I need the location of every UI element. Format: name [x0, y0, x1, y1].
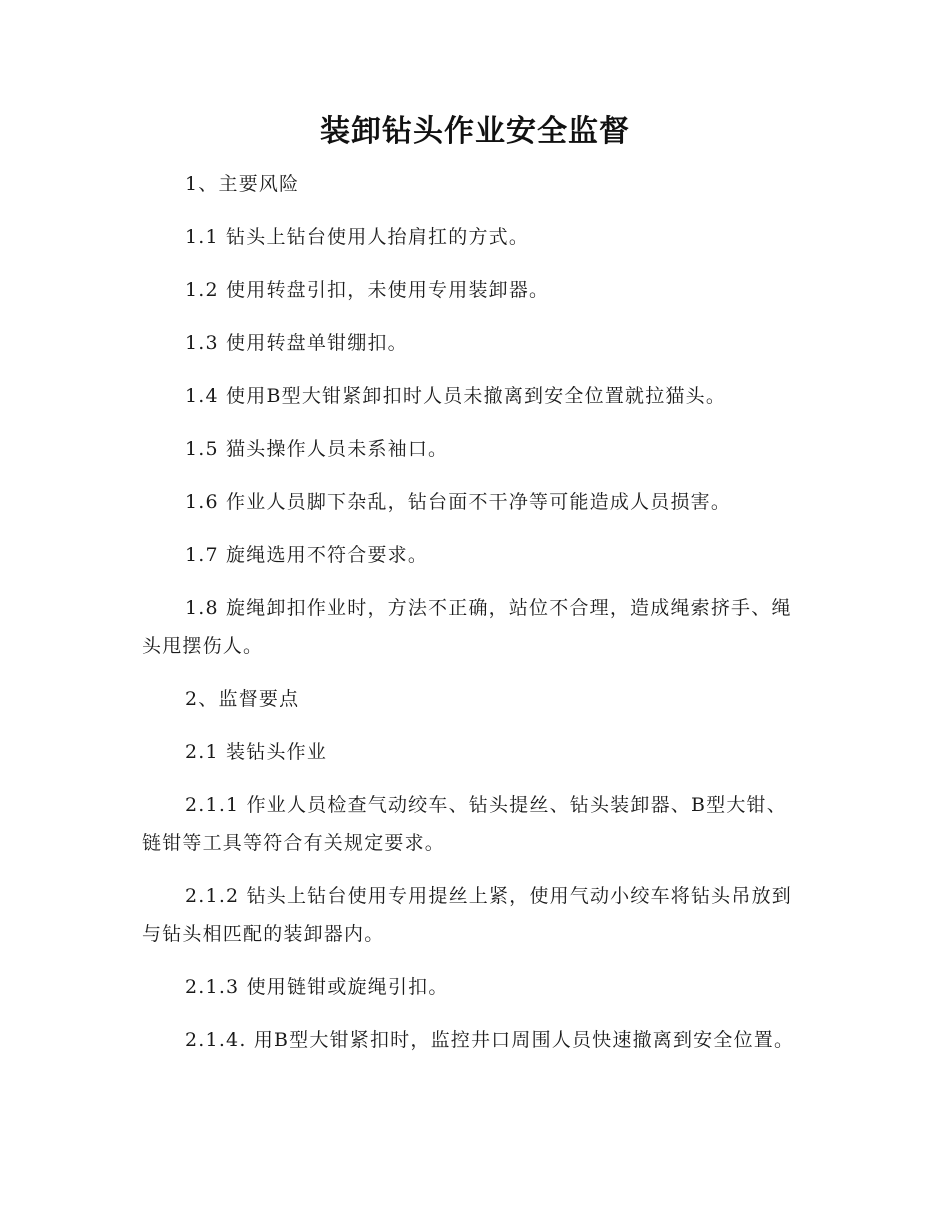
- paragraph-1-2: 1.2 使用转盘引扣，未使用专用装卸器。: [185, 279, 550, 301]
- paragraph-1-8: 1.8 旋绳卸扣作业时，方法不正确，站位不合理，造成绳索挤手、绳头甩摆伤人。: [142, 597, 792, 657]
- paragraph-1-4: 1.4 使用B型大钳紧卸扣时人员未撤离到安全位置就拉猫头。: [185, 385, 727, 407]
- paragraph-1-3: 1.3 使用转盘单钳绷扣。: [185, 332, 408, 354]
- document-title: 装卸钻头作业安全监督: [320, 114, 630, 149]
- paragraph-1-6: 1.6 作业人员脚下杂乱，钻台面不干净等可能造成人员损害。: [185, 491, 732, 513]
- paragraph-2-1: 2.1 装钻头作业: [185, 741, 328, 763]
- paragraph-section-2: 2、监督要点: [185, 688, 300, 710]
- paragraph-section-1: 1、主要风险: [185, 173, 300, 195]
- paragraph-1-7: 1.7 旋绳选用不符合要求。: [185, 544, 429, 566]
- paragraph-2-1-1: 2.1.1 作业人员检查气动绞车、钻头提丝、钻头装卸器、B型大钳、链钳等工具等符合有关规定要求。: [142, 794, 787, 854]
- paragraph-1-5: 1.5 猫头操作人员未系袖口。: [185, 438, 449, 460]
- paragraph-1-1: 1.1 钻头上钻台使用人抬肩扛的方式。: [185, 226, 530, 248]
- document-body: [142, 165, 807, 1059]
- paragraph-2-1-4: 2.1.4. 用B型大钳紧扣时，监控井口周围人员快速撤离到安全位置。: [185, 1029, 795, 1051]
- paragraph-2-1-3: 2.1.3 使用链钳或旋绳引扣。: [185, 976, 449, 998]
- paragraph-2-1-2: 2.1.2 钻头上钻台使用专用提丝上紧，使用气动小绞车将钻头吊放到与钻头相匹配的装卸器内。: [142, 885, 792, 945]
